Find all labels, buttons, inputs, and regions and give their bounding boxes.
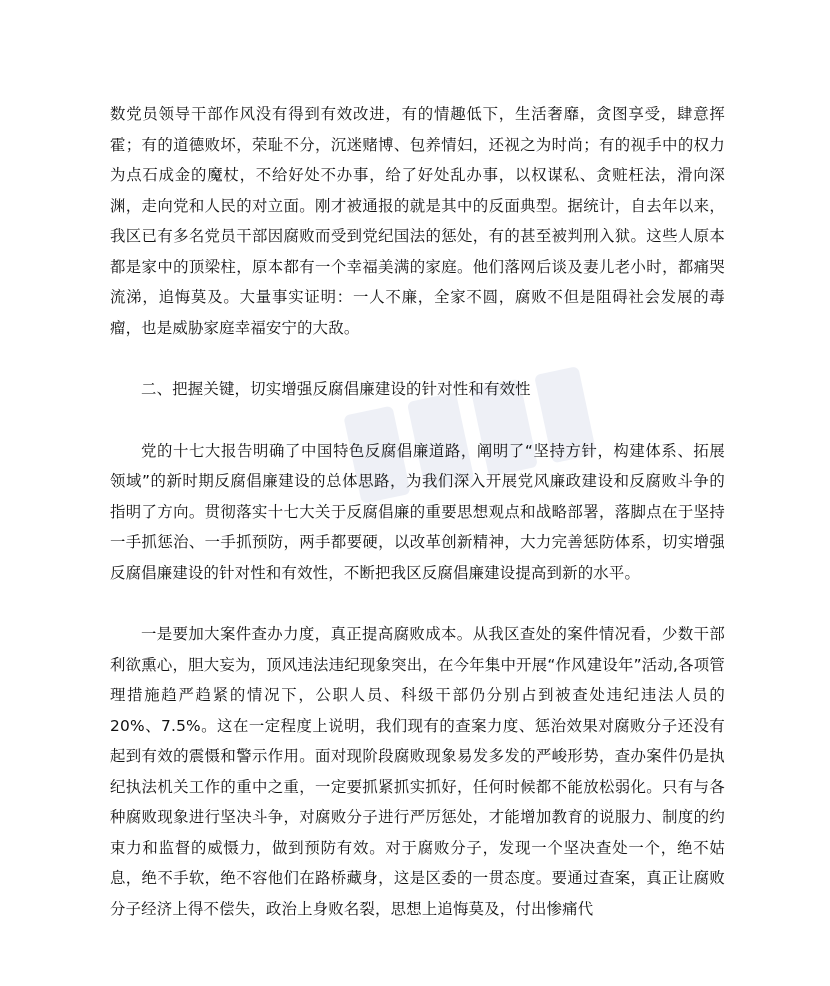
paragraph-case-handling: 一是要加大案件查办力度，真正提高腐败成本。从我区查处的案件情况看，少数干部利欲熏心，胆大妄为，顶风违法违纪现象突出，在今年集中开展“作风建设年”活动,各项管理措施趋严趋紧的情况下，公职人员、科级干部仍分别占到被查处违纪违法人员的 20%、7.5%。这在一定程度上说明，我们现有的查案力度、惩治效果对腐败分子还没有起到有效的震慑和警示作用。面对现阶段腐败现象易发多发的严峻形势，查办案件仍是执纪执法机关工作的重中之重，一定要抓紧抓实抓好，任何时候都不能放松弱化。只有与各种腐败现象进行坚决斗争，对腐败分子进行严厉惩处，才能增加教育的说服力、制度的约束力和监督的威慑力，做到预防有效。对于腐败分子，发现一个坚决查处一个，绝不姑息，绝不手软，绝不容他们在路桥藏身，这是区委的一贯态度。要通过查案，真正让腐败分子经济上得不偿失，政治上身败名裂，思想上追悔莫及，付出惨痛代 xyxy=(110,625,725,918)
document-page xyxy=(110,99,725,924)
paragraph-guiding-thought: 党的十七大报告明确了中国特色反腐倡廉道路，阐明了“坚持方针，构建体系、拓展领域”的新时期反腐倡廉建设的总体思路，为我们深入开展党风廉政建设和反腐败斗争的指明了方向。贯彻落实十七大关于反腐倡廉的重要思想观点和战略部署，落脚点在于坚持一手抓惩治、一手抓预防，两手都要硬，以改革创新精神，大力完善惩防体系，切实增强反腐倡廉建设的针对性和有效性，不断把我区反腐倡廉建设提高到新的水平。 xyxy=(110,441,725,582)
section-heading: 二、把握关键，切实增强反腐倡廉建设的针对性和有效性 xyxy=(141,380,531,398)
paragraph-continuation: 数党员领导干部作风没有得到有效改进，有的情趣低下，生活奢靡，贪图享受，肆意挥霍；有的道德败坏，荣耻不分，沉迷赌博、包养情妇，还视之为时尚；有的视手中的权力为点石成金的魔杖，不给好处不办事，给了好处乱办事，以权谋私、贪赃枉法，滑向深渊，走向党和人民的对立面。刚才被通报的就是其中的反面典型。据统计，自去年以来，我区已有多名党员干部因腐败而受到党纪国法的惩处，有的甚至被判刑入狱。这些人原本都是家中的顶梁柱，原本都有一个幸福美满的家庭。他们落网后谈及妻儿老小时，都痛哭流涕，追悔莫及。大量事实证明：一人不廉，全家不圆，腐败不但是阻碍社会发展的毒瘤，也是威胁家庭幸福安宁的大敌。 xyxy=(110,105,725,337)
